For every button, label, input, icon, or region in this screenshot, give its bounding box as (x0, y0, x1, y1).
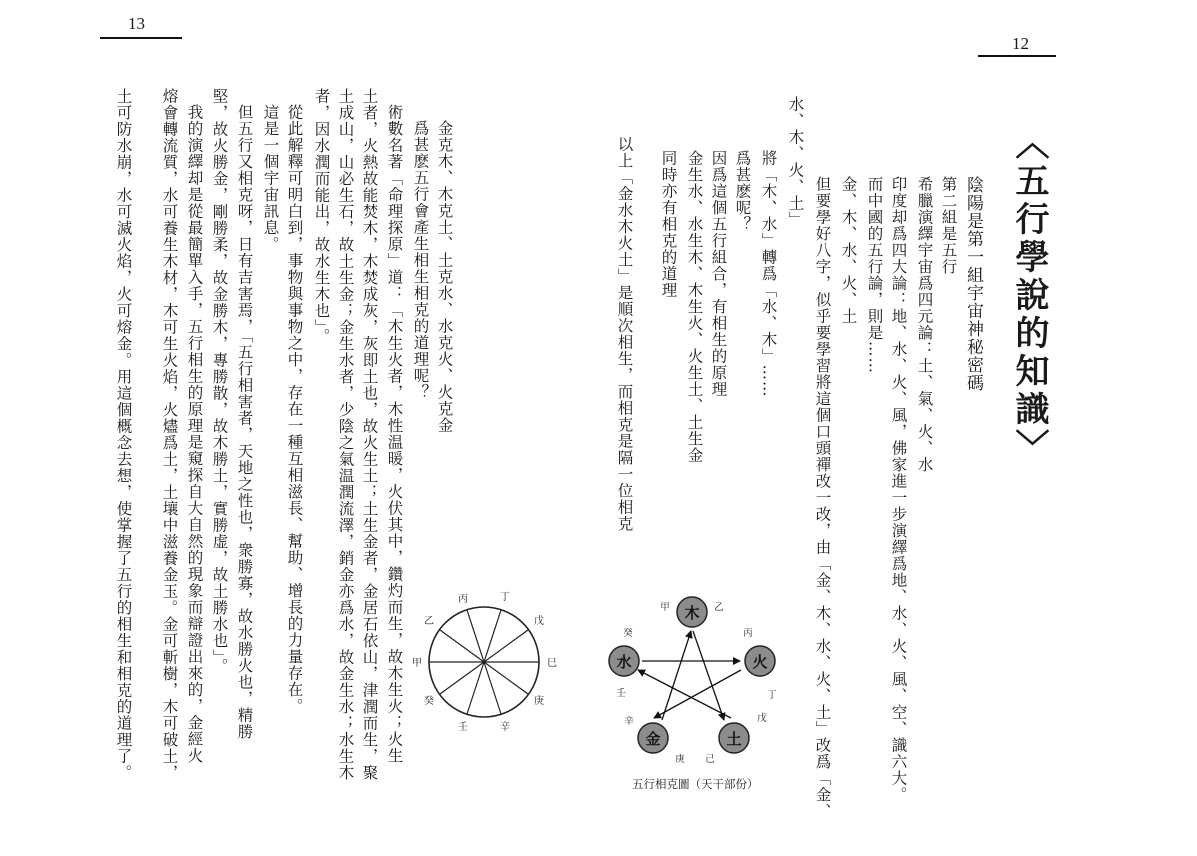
element-label: 土 (726, 730, 742, 748)
right-text-col-11: 金生水、水生木、木生火、火生土、土生金 (685, 150, 704, 464)
left-text-col-9: 堅，故火勝金，剛勝柔，故金勝木，專勝散，故木勝土，實勝虚，故土勝水也」。 (210, 88, 229, 675)
right-text-col-3: 印度却爲四大論：地、水、火、風，佛家進一步演繹爲地、水、火、風、空、識六大。 (889, 176, 908, 803)
right-text-col-12: 同時亦有相克的道理 (659, 150, 678, 299)
left-text-col-11: 熔會轉流質，水可養生木材，木可生火焰，火燼爲土，土壤中滋養金玉。金可斬樹，木可破土， (160, 88, 179, 781)
stem-label: 辛 (500, 722, 510, 733)
left-text-col-7: 這是一個宇宙訊息。 (261, 104, 280, 253)
stem-label: 巳 (547, 658, 557, 669)
stem-label: 庚 (675, 754, 685, 765)
controlling-arrows (638, 631, 741, 720)
right-text-col-10: 因爲這個五行組合，有相生的原理 (709, 150, 728, 398)
right-header-rule (978, 55, 1056, 57)
stems-wheel-spokes (429, 610, 539, 714)
stem-label: 丁 (500, 592, 510, 603)
left-header-rule (100, 37, 182, 39)
stem-label: 癸 (623, 628, 633, 639)
right-text-col-13: 以上「金水木火土」是順次相生，而相克是隔一位相克 (615, 136, 634, 532)
element-label: 木 (684, 604, 700, 622)
stem-label: 丁 (767, 690, 777, 701)
left-text-col-8: 但五行又相克呀，日有吉害焉，「五行相害者，天地之性也，衆勝寡，故水勝火也，精勝 (235, 104, 254, 740)
right-text-col-8: 將「木、水」轉爲「水、木」…… (759, 150, 778, 398)
right-text-col-7: 水、木、火、土」 (786, 96, 805, 228)
left-text-col-1: 爲甚麽五行會產生相生相克的道理呢？ (411, 120, 430, 401)
five-elements-diagram (598, 588, 794, 768)
right-text-col-0: 陰陽是第一組宇宙神秘密碼 (963, 176, 983, 392)
left-text-col-10: 我的演繹却是從最簡單入手，五行相生的原理是窺探自大自然的現象而辯證出來的，金經火 (185, 104, 204, 764)
left-text-col-6: 從此解釋可明白到，事物與事物之中，存在一種互相滋長、幫助、增長的力量存在。 (285, 104, 304, 715)
left-text-col-2: 術數名著「命理探原」道：「木生火者，木性温暖，火伏其中，鑽灼而生，故木生火；火生 (385, 104, 404, 764)
right-text-col-2: 希臘演繹宇宙爲四元論：土、氣、火、水 (915, 176, 934, 473)
five-elements-caption: 五行相克圖（天干部份） (632, 777, 759, 791)
element-node-metal (638, 723, 668, 753)
stem-label: 丙 (458, 594, 468, 605)
right-text-col-9: 爲甚麽呢？ (733, 150, 752, 233)
element-label: 金 (645, 730, 661, 748)
element-label: 水 (616, 653, 632, 671)
left-text-col-4: 土成山，山必生石，故土生金；金生水者，少陰之氣温潤流澤，銷金亦爲水，故金生水；水生木 (336, 88, 355, 781)
stems-wheel-diagram (408, 588, 568, 738)
element-label: 火 (752, 653, 768, 671)
right-text-col-4: 而中國的五行論，則是…… (865, 176, 884, 374)
element-node-water (609, 646, 639, 676)
stem-label: 戊 (534, 616, 544, 627)
stem-label: 乙 (714, 602, 724, 613)
stem-label: 壬 (616, 688, 626, 699)
right-text-col-1: 第二組是五行 (939, 176, 958, 275)
stem-label: 甲 (412, 658, 422, 669)
stem-label: 甲 (660, 602, 670, 613)
chapter-title: 〈五行學說的知識〉 (1009, 125, 1049, 467)
left-text-col-3: 土者，火熱故能焚木，木焚成灰，灰即土也，故火生土；土生金者，金居石依山，津潤而生，聚 (360, 88, 379, 781)
stem-label: 丙 (743, 628, 753, 639)
element-node-earth (719, 723, 749, 753)
element-node-wood (677, 597, 707, 627)
left-text-col-0: 金克木、木克土、土克水、水克火、火克金 (435, 120, 454, 434)
stem-label: 戊 (757, 713, 767, 724)
left-page-number: 13 (128, 14, 145, 33)
left-text-col-5: 者，因水潤而能出，故水生木也」。 (312, 88, 331, 345)
stem-label: 庚 (534, 696, 544, 707)
stem-label: 辛 (624, 716, 634, 727)
element-node-fire (745, 646, 775, 676)
right-text-col-5: 金、木、水、火、土 (839, 176, 858, 325)
stem-label: 己 (705, 754, 715, 765)
stem-label: 壬 (458, 722, 468, 733)
left-text-col-12: 土可防水崩，水可滅火焰，火可熔金。用這個概念去想，使掌握了五行的相生和相克的道理了。 (114, 88, 133, 781)
right-text-col-6: 但要學好八字，似乎要學習將這個口頭禪改一改，由「金、木、水、火、土」改爲「金、 (813, 176, 832, 820)
right-page-number: 12 (1012, 34, 1029, 53)
stem-label: 乙 (424, 616, 434, 627)
stem-label: 癸 (424, 696, 434, 707)
